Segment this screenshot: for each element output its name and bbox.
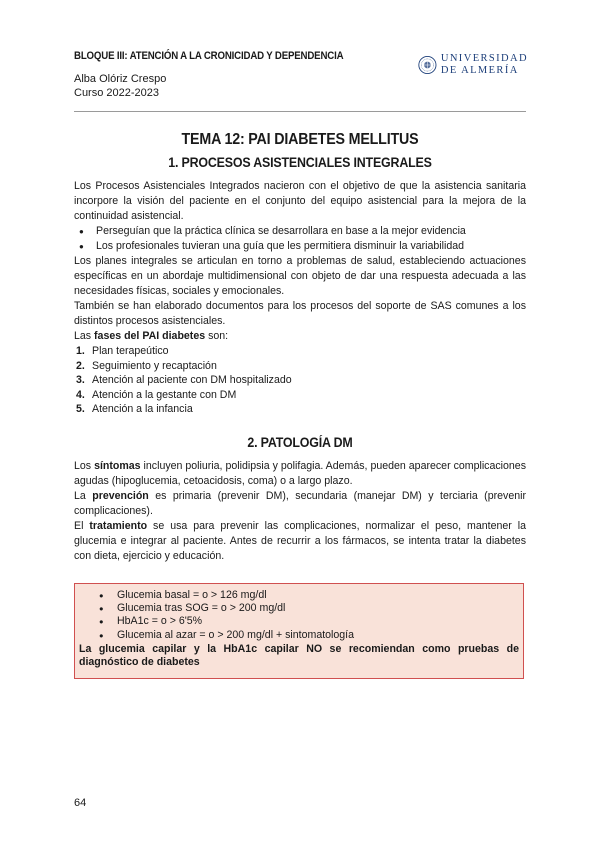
section-1-intro: Los Procesos Asistenciales Integrados nacieron con el objetivo de que la asistencia sanitaria incorpore la visión del paciente en el conjunto del equipo asistencial para la mejora de la continuidad asistencial. [74,180,526,222]
phases-list [74,344,526,417]
text-span: incluyen poliuria, polidipsia y polifagia. Además, pueden aparecer complicaciones agudas (hipoglucemia, cetoacidosis, coma) o a largo plazo. [74,459,526,487]
list-item: Plan terapeútico [92,345,169,357]
header-divider [74,111,526,112]
university-seal-icon [418,48,437,82]
bold-term: síntomas [94,459,141,472]
treatment-paragraph [74,519,526,564]
section-1-bullets [74,224,526,254]
bold-term: tratamiento [89,519,148,532]
list-item: Atención al paciente con DM hospitalizado [92,374,292,387]
text-span: es primaria (prevenir DM), secundaria (manejar DM) y terciaria (prevenir complicaciones). [74,489,526,517]
prevention-paragraph [74,489,526,519]
list-item: ● Glucemia basal = o > 126 mg/dl [117,589,519,602]
author-name: Alba Olóriz Crespo [74,73,167,85]
criteria-note: La glucemia capilar y la HbA1c capilar NO se recomiendan como pruebas de diagnóstico de diabetes [79,642,519,669]
text-span: Los [74,459,95,472]
list-item: ● Los profesionales tuvieran una guía que les permitiera disminuir la variabilidad [96,239,526,254]
diagnostic-criteria-box [74,583,524,679]
phases-bold: fases del PAI diabetes [94,330,206,342]
section-1-paragraph-3: También se han elaborado documentos para los procesos del soporte de SAS comunes a los distintos procesos asistenciales. [74,300,526,327]
section-1-heading: 1. PROCESOS ASISTENCIALES INTEGRALES [168,155,432,170]
bold-term: prevención [92,489,149,502]
symptoms-paragraph [74,459,526,489]
list-item: Atención a la gestante con DM [92,388,237,401]
university-name [441,53,528,77]
main-content [74,126,526,564]
page-number: 64 [74,797,87,809]
list-item: Atención a la infancia [92,403,193,416]
logo-line-2: DE ALMERÍA [440,65,519,76]
phases-suffix: son: [205,330,229,342]
text-span: La [74,489,93,502]
list-item: ● HbA1c = o > 6'5% [117,615,519,628]
criteria-list [79,589,519,642]
block-title: BLOQUE III: ATENCIÓN A LA CRONICIDAD Y DEPENDENCIA [74,50,344,62]
logo-line-1: UNIVERSIDAD [440,53,528,64]
phases-prefix: Las [74,330,95,342]
course-year: Curso 2022-2023 [74,87,160,99]
list-item: Seguimiento y recaptación [92,359,217,372]
page-title: TEMA 12: PAI DIABETES MELLITUS [181,131,419,148]
list-item: ● Perseguían que la práctica clínica se desarrollara en base a la mejor evidencia [96,224,526,239]
phases-intro [74,329,526,344]
section-1-paragraph-2: Los planes integrales se articulan en torno a problemas de salud, estableciendo actuaciones específicas en un abordaje multidimensional con objeto de dar una respuesta adecuada a las necesidades físicas, sociales y emocionales. [74,255,526,297]
university-logo [418,45,528,85]
list-item: ● Glucemia tras SOG = o > 200 mg/dl [117,602,519,615]
list-item: ● Glucemia al azar = o > 200 mg/dl + sintomatología [117,629,519,642]
text-span: se usa para prevenir las complicaciones, normalizar el peso, mantener la glucemia e integrar al paciente. Antes de recurrir a los fármacos, se intenta tratar la diabetes con dieta, ejercicio y educación. [74,519,526,562]
section-2-heading: 2. PATOLOGÍA DM [247,434,353,450]
text-span: El [74,519,90,532]
